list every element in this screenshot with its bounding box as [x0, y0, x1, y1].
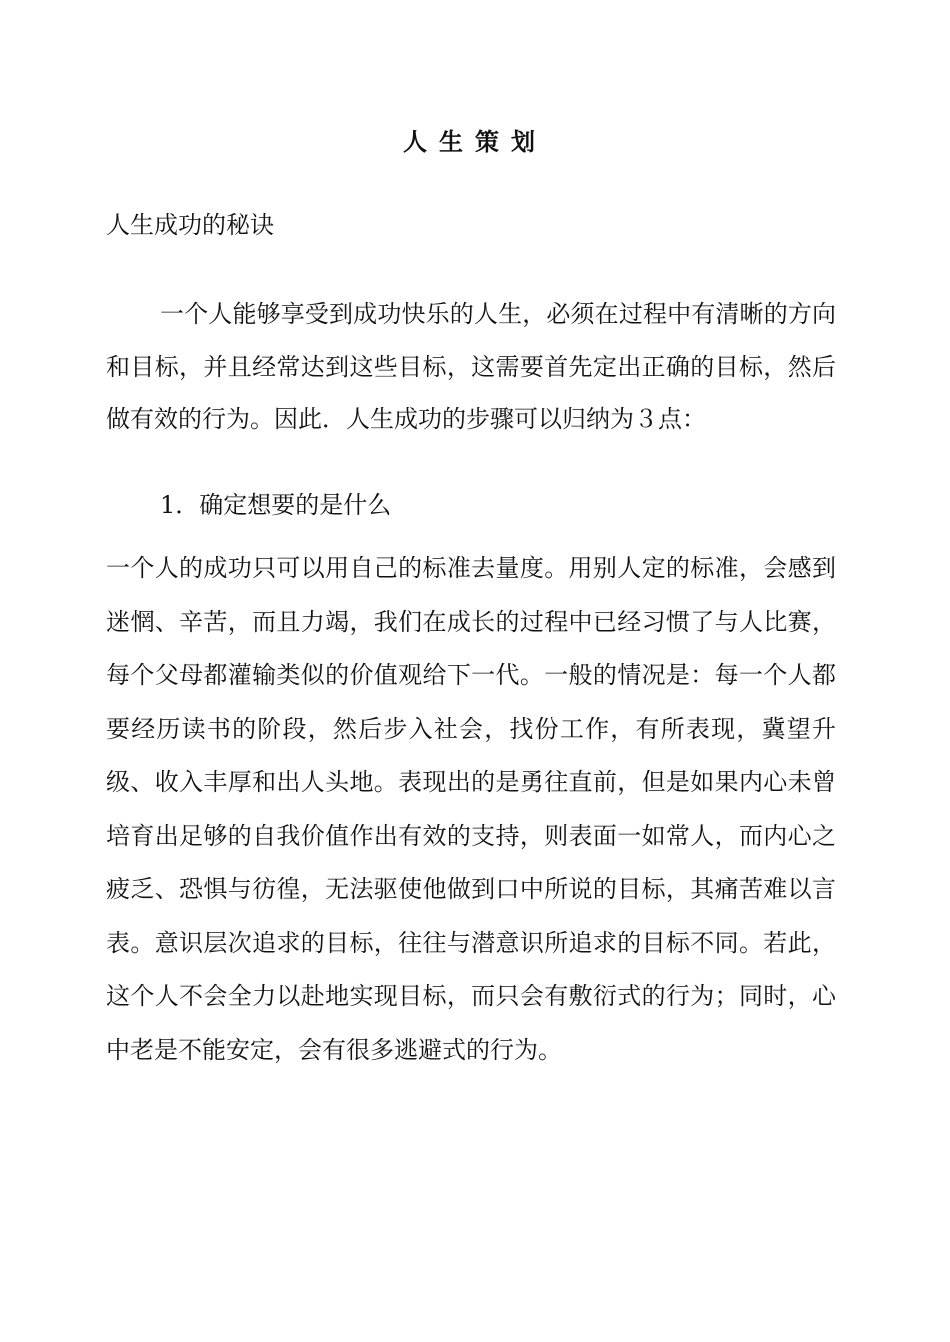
step-1-heading: 1．确定想要的是什么: [160, 491, 392, 519]
document-title: 人生策划: [403, 127, 547, 156]
section-subtitle: 人生成功的秘诀: [106, 211, 274, 239]
step-1-body: 一个人的成功只可以用自己的标准去量度。用别人定的标准，会感到迷惘、辛苦，而且力竭，我们在成长的过程中已经习惯了与人比赛，每个父母都灌输类似的价值观给下一代。一般的情况是：每一个人都要经历读书的阶段，然后步入社会，找份工作，有所表现，冀望升级、收入丰厚和出人头地。表现出的是勇往直前，但是如果内心未曾培育出足够的自我价值作出有效的支持，则表面一如常人，而内心之疲乏、恐惧与彷徨，无法驱使他做到口中所说的目标，其痛苦难以言表。意识层次追求的目标，往往与潜意识所追求的目标不同。若此，这个人不会全力以赴地实现目标，而只会有敷衍式的行为；同时，心中老是不能安定，会有很多逃避式的行为。: [106, 554, 836, 1064]
intro-paragraph: 一个人能够享受到成功快乐的人生，必须在过程中有清晰的方向和目标，并且经常达到这些目标，这需要首先定出正确的目标，然后做有效的行为。因此．人生成功的步骤可以归纳为３点：: [106, 300, 836, 433]
